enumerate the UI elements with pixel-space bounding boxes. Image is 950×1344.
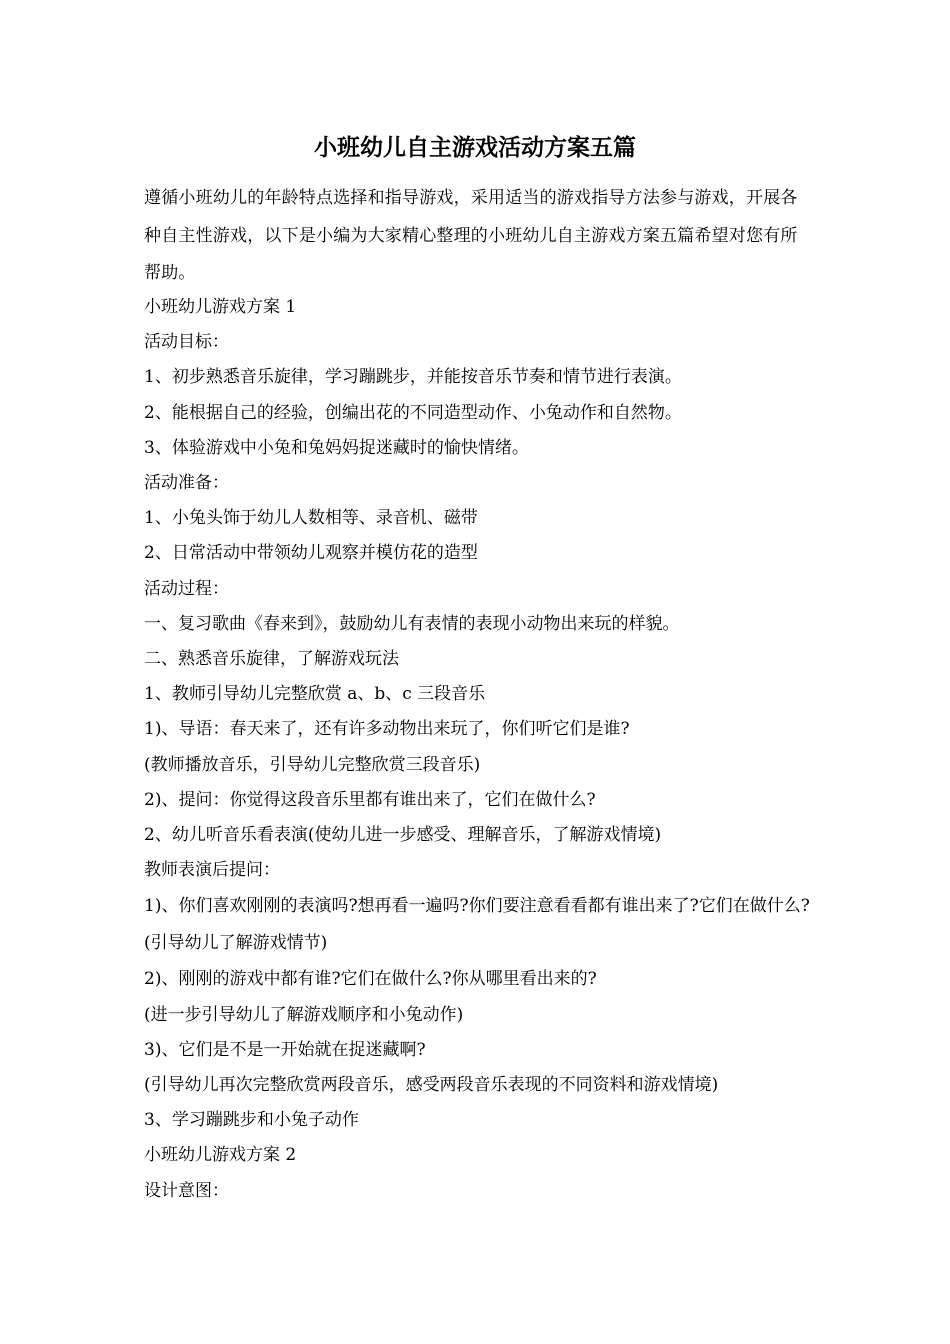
text-line: (进一步引导幼儿了解游戏顺序和小兔动作) (144, 1004, 464, 1025)
text-line: 2)、刚刚的游戏中都有谁?它们在做什么?你从哪里看出来的? (144, 969, 597, 990)
section-heading-2: 小班幼儿游戏方案 2 (144, 1145, 297, 1166)
text-line: 2)、提问：你觉得这段音乐里都有谁出来了，它们在做什么? (144, 789, 596, 810)
text-line: 1、初步熟悉音乐旋律，学习蹦跳步，并能按音乐节奏和情节进行表演。 (144, 367, 682, 388)
body-lines (144, 290, 812, 1209)
text-line: 2、幼儿听音乐看表演(使幼儿进一步感受、理解音乐，了解游戏情境) (144, 825, 662, 846)
section-heading-1: 小班幼儿游戏方案 1 (144, 297, 297, 317)
text-line: 二、熟悉音乐旋律，了解游戏玩法 (144, 649, 399, 670)
text-line: 活动目标： (144, 332, 229, 353)
text-line: (教师播放音乐，引导幼儿完整欣赏三段音乐) (144, 754, 481, 775)
text-line: 3)、它们是不是一开始就在捉迷藏啊? (144, 1039, 426, 1060)
text-line: 活动准备： (144, 473, 229, 494)
text-line: 3、体验游戏中小兔和兔妈妈捉迷藏时的愉快情绪。 (144, 437, 529, 458)
text-line: 一、复习歌曲《春来到》，鼓励幼儿有表情的表现小动物出来玩的样貌。 (144, 613, 680, 634)
text-line: 1)、导语：春天来了，还有许多动物出来玩了，你们听它们是谁? (144, 719, 630, 740)
text-line: 教师表演后提问： (144, 860, 280, 881)
document-title: 小班幼儿自主游戏活动方案五篇 (314, 134, 636, 161)
text-line: 2、日常活动中带领幼儿观察并模仿花的造型 (144, 543, 478, 564)
text-line: 1)、你们喜欢刚刚的表演吗?想再看一遍吗?你们要注意看看都有谁出来了?它们在做什么?(引导幼儿了解游戏情节) (144, 896, 810, 954)
text-line: 活动过程： (144, 578, 229, 599)
text-line: 1、教师引导幼儿完整欣赏 a、b、c 三段音乐 (144, 684, 486, 705)
text-line: 设计意图： (144, 1180, 229, 1201)
text-line: 1、小兔头饰于幼儿人数相等、录音机、磁带 (144, 508, 478, 529)
text-line: 2、能根据自己的经验，创编出花的不同造型动作、小兔动作和自然物。 (144, 402, 682, 423)
text-line: (引导幼儿再次完整欣赏两段音乐，感受两段音乐表现的不同资料和游戏情境) (144, 1075, 719, 1096)
text-line: 3、学习蹦跳步和小兔子动作 (144, 1110, 359, 1131)
intro-paragraph: 遵循小班幼儿的年龄特点选择和指导游戏，采用适当的游戏指导方法参与游戏，开展各种自主性游戏，以下是小编为大家精心整理的小班幼儿自主游戏方案五篇希望对您有所帮助。 (144, 188, 798, 283)
